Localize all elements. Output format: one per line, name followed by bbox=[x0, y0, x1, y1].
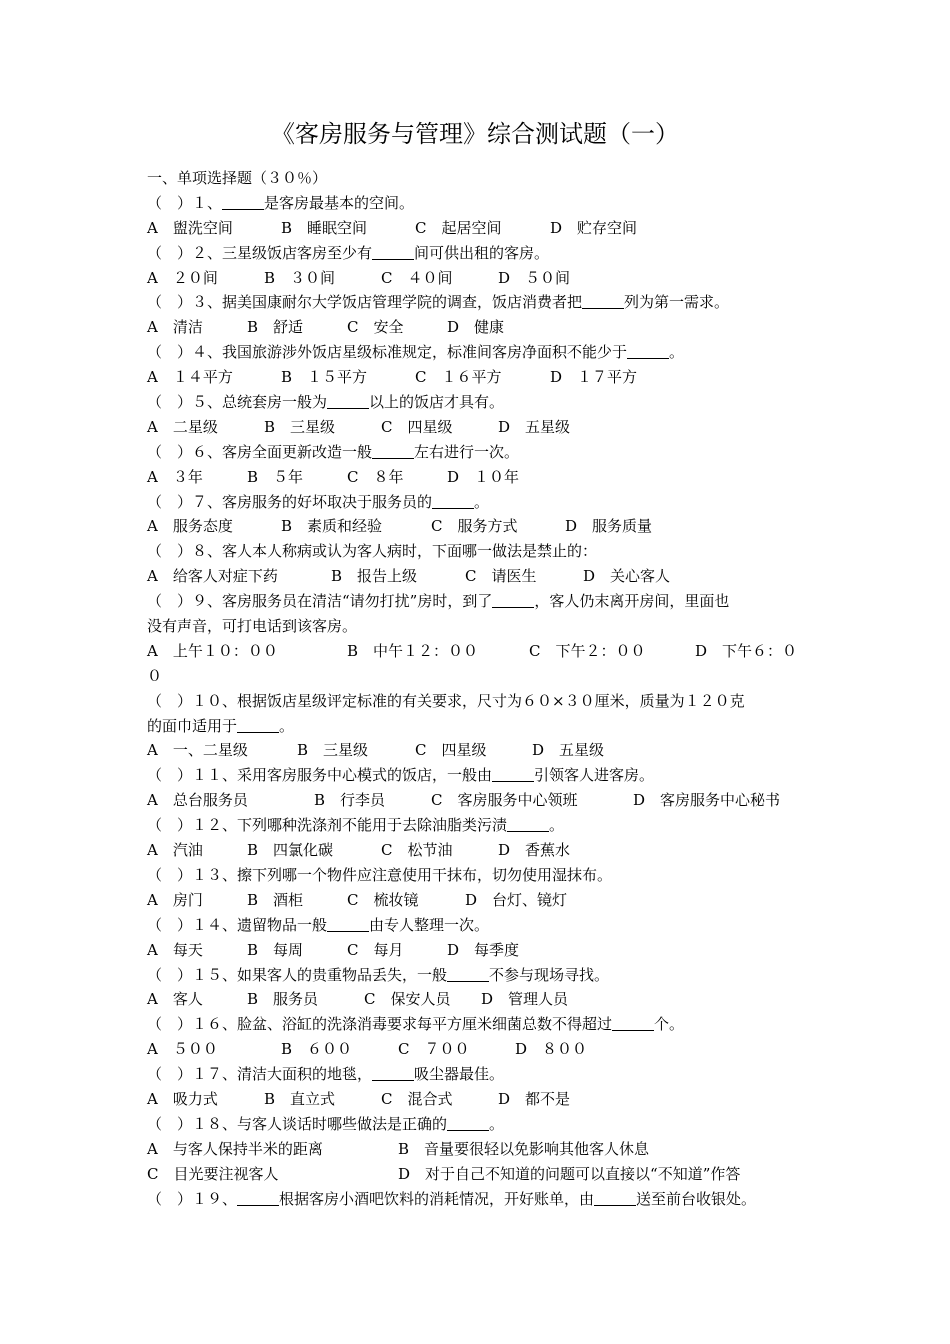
option-c: C 目光要注视客人 bbox=[147, 1164, 279, 1183]
question-11: （ ）１１、采用客房服务中心模式的饭店，一般由 引领客人进客房。 bbox=[147, 766, 655, 785]
option-d: D 管理人员 bbox=[481, 990, 569, 1009]
answer-blank bbox=[507, 814, 549, 832]
option-b: B ３０间 bbox=[264, 268, 336, 287]
option-c: C 服务方式 bbox=[431, 517, 518, 536]
question-19: （ ）１９、 根据客房小酒吧饮料的消耗情况，开好账单，由 送至前台收银处。 bbox=[147, 1189, 757, 1208]
option-b: B 每周 bbox=[247, 940, 304, 959]
option-c: C 客房服务中心领班 bbox=[431, 791, 578, 810]
options-18-row1 bbox=[147, 1137, 812, 1162]
option-a: A 总台服务员 bbox=[147, 791, 248, 810]
options-2 bbox=[147, 266, 812, 291]
option-d: D 对于自己不知道的问题可以直接以“不知道”作答 bbox=[398, 1164, 741, 1183]
options-12 bbox=[147, 838, 812, 863]
option-b: B 直立式 bbox=[264, 1089, 336, 1108]
option-d: D 每季度 bbox=[447, 940, 520, 959]
answer-blank bbox=[222, 192, 264, 210]
option-b: B 音量要很轻以免影响其他客人休息 bbox=[398, 1139, 650, 1158]
question-9-cont: 没有声音，可打电话到该客房。 bbox=[147, 617, 358, 636]
option-d: D １７平方 bbox=[550, 368, 638, 387]
question-10: （ ）１０、根据饭店星级评定标准的有关要求，尺寸为６０×３０厘米，质量为１２０克 bbox=[147, 691, 745, 710]
option-c: C ７００ bbox=[398, 1040, 470, 1059]
option-d: D 下午６：０ bbox=[695, 641, 798, 660]
option-b: B ６００ bbox=[281, 1040, 353, 1059]
answer-blank bbox=[582, 291, 624, 309]
options-11 bbox=[147, 788, 812, 813]
question-1: （ ）１、 是客房最基本的空间。 bbox=[147, 193, 415, 212]
options-4 bbox=[147, 365, 812, 390]
question-list bbox=[147, 166, 812, 1211]
options-3 bbox=[147, 315, 812, 340]
question-10-cont: 的面巾适用于 。 bbox=[147, 716, 295, 735]
option-b: B １５平方 bbox=[281, 368, 368, 387]
option-d: D １０年 bbox=[447, 467, 520, 486]
option-a: A 清洁 bbox=[147, 318, 203, 337]
options-17 bbox=[147, 1087, 812, 1112]
answer-blank bbox=[612, 1013, 654, 1031]
options-5 bbox=[147, 415, 812, 440]
options-14 bbox=[147, 938, 812, 963]
option-b: B 行李员 bbox=[314, 791, 386, 810]
option-c: C 四星级 bbox=[381, 417, 453, 436]
question-5: （ ）５、总统套房一般为 以上的饭店才具有。 bbox=[147, 393, 505, 412]
option-c: C 下午２：００ bbox=[529, 641, 646, 660]
option-d: D ５０间 bbox=[498, 268, 571, 287]
answer-blank bbox=[327, 391, 369, 409]
option-d: D ８００ bbox=[515, 1040, 588, 1059]
option-a: A 每天 bbox=[147, 940, 203, 959]
question-17: （ ）１７、清洁大面积的地毯， 吸尘器最佳。 bbox=[147, 1065, 505, 1084]
option-c: C 起居空间 bbox=[415, 218, 502, 237]
options-9 bbox=[147, 639, 812, 664]
option-b: B 三星级 bbox=[297, 741, 369, 760]
answer-blank bbox=[372, 441, 414, 459]
option-b: B 素质和经验 bbox=[281, 517, 383, 536]
answer-blank bbox=[447, 1113, 489, 1131]
options-16 bbox=[147, 1037, 812, 1062]
option-d: D 香蕉水 bbox=[498, 841, 571, 860]
options-9-cont: ０ bbox=[147, 666, 163, 685]
options-8 bbox=[147, 564, 812, 589]
question-4: （ ）４、我国旅游涉外饭店星级标准规定，标准间客房净面积不能少于 。 bbox=[147, 343, 685, 362]
option-d: D 健康 bbox=[447, 318, 505, 337]
option-a: A 一、二星级 bbox=[147, 741, 248, 760]
option-d: D 五星级 bbox=[498, 417, 571, 436]
option-c: C 保安人员 bbox=[364, 990, 451, 1009]
answer-blank bbox=[492, 590, 534, 608]
question-9: （ ）９、客房服务员在清洁“请勿打扰”房时，到了 ，客人仍末离开房间，里面也 bbox=[147, 592, 730, 611]
question-6: （ ）６、客房全面更新改造一般 左右进行一次。 bbox=[147, 442, 520, 461]
option-a: A 客人 bbox=[147, 990, 203, 1009]
option-d: D 关心客人 bbox=[583, 567, 671, 586]
option-b: B ５年 bbox=[247, 467, 304, 486]
question-3: （ ）３、据美国康耐尔大学饭店管理学院的调查，饭店消费者把 列为第一需求。 bbox=[147, 293, 730, 312]
option-a: A ５００ bbox=[147, 1040, 218, 1059]
question-14: （ ）１４、遗留物品一般 由专人整理一次。 bbox=[147, 915, 490, 934]
option-c: C ４０间 bbox=[381, 268, 453, 287]
page-title: 《客房服务与管理》综合测试题（一） bbox=[271, 120, 679, 148]
question-8: （ ）８、客人本人称病或认为客人病时，下面哪一做法是禁止的： bbox=[147, 542, 598, 561]
option-c: C 请医生 bbox=[465, 567, 537, 586]
option-c: C 混合式 bbox=[381, 1089, 453, 1108]
question-18: （ ）１８、与客人谈话时哪些做法是正确的 。 bbox=[147, 1114, 505, 1133]
answer-blank bbox=[237, 1188, 279, 1206]
section-heading: 一、单项选择题（３０％） bbox=[147, 169, 328, 187]
options-1 bbox=[147, 216, 812, 241]
answer-blank bbox=[372, 1063, 414, 1081]
question-15: （ ）１５、如果客人的贵重物品丢失，一般 不参与现场寻找。 bbox=[147, 965, 610, 984]
option-d: D 服务质量 bbox=[565, 517, 653, 536]
option-a: A 与客人保持半米的距离 bbox=[147, 1139, 323, 1158]
option-b: B 报告上级 bbox=[331, 567, 418, 586]
answer-blank bbox=[594, 1188, 636, 1206]
question-16: （ ）１６、脸盆、浴缸的洗涤消毒要求每平方厘米细菌总数不得超过 个。 bbox=[147, 1015, 685, 1034]
option-d: D 客房服务中心秘书 bbox=[633, 791, 781, 810]
answer-blank bbox=[237, 715, 279, 733]
option-c: C 梳妆镜 bbox=[347, 890, 419, 909]
option-a: A 盥洗空间 bbox=[147, 218, 233, 237]
question-13: （ ）１３、擦下列哪一个物件应注意使用干抹布，切勿使用湿抹布。 bbox=[147, 865, 613, 884]
option-a: A 服务态度 bbox=[147, 517, 233, 536]
answer-blank bbox=[372, 242, 414, 260]
option-a: A ３年 bbox=[147, 467, 203, 486]
question-2: （ ）２、三星级饭店客房至少有 间可供出租的客房。 bbox=[147, 243, 550, 262]
option-a: A ２０间 bbox=[147, 268, 218, 287]
option-c: C 松节油 bbox=[381, 841, 453, 860]
option-c: C 四星级 bbox=[415, 741, 487, 760]
option-b: B 中午１２：００ bbox=[347, 641, 479, 660]
options-15 bbox=[147, 987, 812, 1012]
options-7 bbox=[147, 514, 812, 539]
option-b: B 服务员 bbox=[247, 990, 319, 1009]
options-10 bbox=[147, 738, 812, 763]
option-b: B 四氯化碳 bbox=[247, 841, 334, 860]
answer-blank bbox=[432, 491, 474, 509]
options-18-row2 bbox=[147, 1162, 812, 1187]
option-d: D 台灯、镜灯 bbox=[465, 890, 568, 909]
answer-blank bbox=[627, 341, 669, 359]
option-b: B 三星级 bbox=[264, 417, 336, 436]
option-c: C ８年 bbox=[347, 467, 404, 486]
option-b: B 睡眠空间 bbox=[281, 218, 368, 237]
option-a: A 上午１０：００ bbox=[147, 641, 278, 660]
option-b: B 舒适 bbox=[247, 318, 304, 337]
question-12: （ ）１２、下列哪种洗涤剂不能用于去除油脂类污渍 。 bbox=[147, 816, 565, 835]
option-a: A 吸力式 bbox=[147, 1089, 218, 1108]
option-c: C １６平方 bbox=[415, 368, 502, 387]
question-7: （ ）７、客房服务的好坏取决于服务员的 。 bbox=[147, 492, 490, 511]
option-a: A 房门 bbox=[147, 890, 203, 909]
option-c: C 安全 bbox=[347, 318, 404, 337]
option-d: D 贮存空间 bbox=[550, 218, 638, 237]
option-b: B 酒柜 bbox=[247, 890, 304, 909]
option-d: D 都不是 bbox=[498, 1089, 571, 1108]
option-d: D 五星级 bbox=[532, 741, 605, 760]
answer-blank bbox=[447, 964, 489, 982]
option-c: C 每月 bbox=[347, 940, 404, 959]
option-a: A １４平方 bbox=[147, 368, 233, 387]
answer-blank bbox=[327, 914, 369, 932]
option-a: A 给客人对症下药 bbox=[147, 567, 278, 586]
option-a: A 二星级 bbox=[147, 417, 218, 436]
options-13 bbox=[147, 888, 812, 913]
option-a: A 汽油 bbox=[147, 841, 203, 860]
options-6 bbox=[147, 465, 812, 490]
answer-blank bbox=[492, 764, 534, 782]
